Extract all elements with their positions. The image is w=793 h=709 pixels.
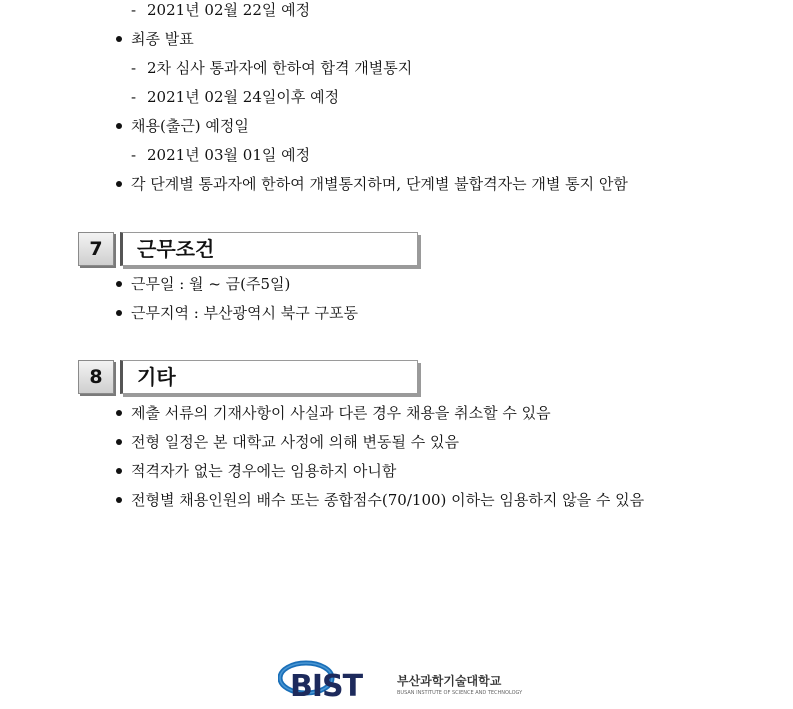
bullet-icon bbox=[116, 468, 122, 474]
start-date-title: 채용(출근) 예정일 bbox=[131, 117, 249, 135]
bist-logo bbox=[278, 658, 538, 702]
svg-text:BIST: BIST bbox=[290, 669, 363, 702]
start-date: 2021년 03월 01일 예정 bbox=[147, 146, 311, 164]
list-item: 전형별 채용인원의 배수 또는 종합점수(70/100) 이하는 임용하지 않을 수 있음 bbox=[131, 491, 645, 509]
section-number-badge: 7 bbox=[78, 232, 114, 266]
list-item: 전형 일정은 본 대학교 사정에 의해 변동될 수 있음 bbox=[131, 433, 459, 451]
logo-korean-name: 부산과학기술대학교 bbox=[397, 674, 502, 688]
bullet-icon bbox=[116, 410, 122, 416]
list-item: 적격자가 없는 경우에는 임용하지 아니함 bbox=[131, 462, 397, 480]
bullet-icon bbox=[116, 281, 122, 287]
section-title-box bbox=[120, 360, 418, 394]
bullet-icon bbox=[116, 439, 122, 445]
logo-english-name: BUSAN INSTITUTE OF SCIENCE AND TECHNOLOGY bbox=[397, 690, 523, 696]
final-announcement-title: 최종 발표 bbox=[131, 30, 194, 48]
list-item: 근무지역 : 부산광역시 북구 구포동 bbox=[131, 304, 358, 322]
dash-marker: - bbox=[131, 59, 137, 77]
bist-logo-mark-icon bbox=[278, 658, 390, 702]
dash-marker: - bbox=[131, 146, 137, 164]
section-title: 근무조건 bbox=[137, 237, 215, 261]
bullet-icon bbox=[116, 36, 122, 42]
section-number-badge: 8 bbox=[78, 360, 114, 394]
notification-note: 각 단계별 통과자에 한하여 개별통지하며, 단계별 불합격자는 개별 통지 안함 bbox=[131, 175, 628, 193]
list-item: 근무일 : 월 ~ 금(주5일) bbox=[131, 275, 291, 293]
bullet-icon bbox=[116, 181, 122, 187]
section-title: 기타 bbox=[137, 365, 176, 389]
dash-marker: - bbox=[131, 1, 137, 19]
list-item: 제출 서류의 기재사항이 사실과 다른 경우 채용을 취소할 수 있음 bbox=[131, 404, 551, 422]
bullet-icon bbox=[116, 123, 122, 129]
dash-marker: - bbox=[131, 88, 137, 106]
bullet-icon bbox=[116, 497, 122, 503]
bullet-icon bbox=[116, 310, 122, 316]
final-announcement-date: 2021년 02월 24일이후 예정 bbox=[147, 88, 340, 106]
section-title-box bbox=[120, 232, 418, 266]
final-announcement-detail: 2차 심사 통과자에 한하여 합격 개별통지 bbox=[147, 59, 413, 77]
second-review-date: 2021년 02월 22일 예정 bbox=[147, 1, 311, 19]
